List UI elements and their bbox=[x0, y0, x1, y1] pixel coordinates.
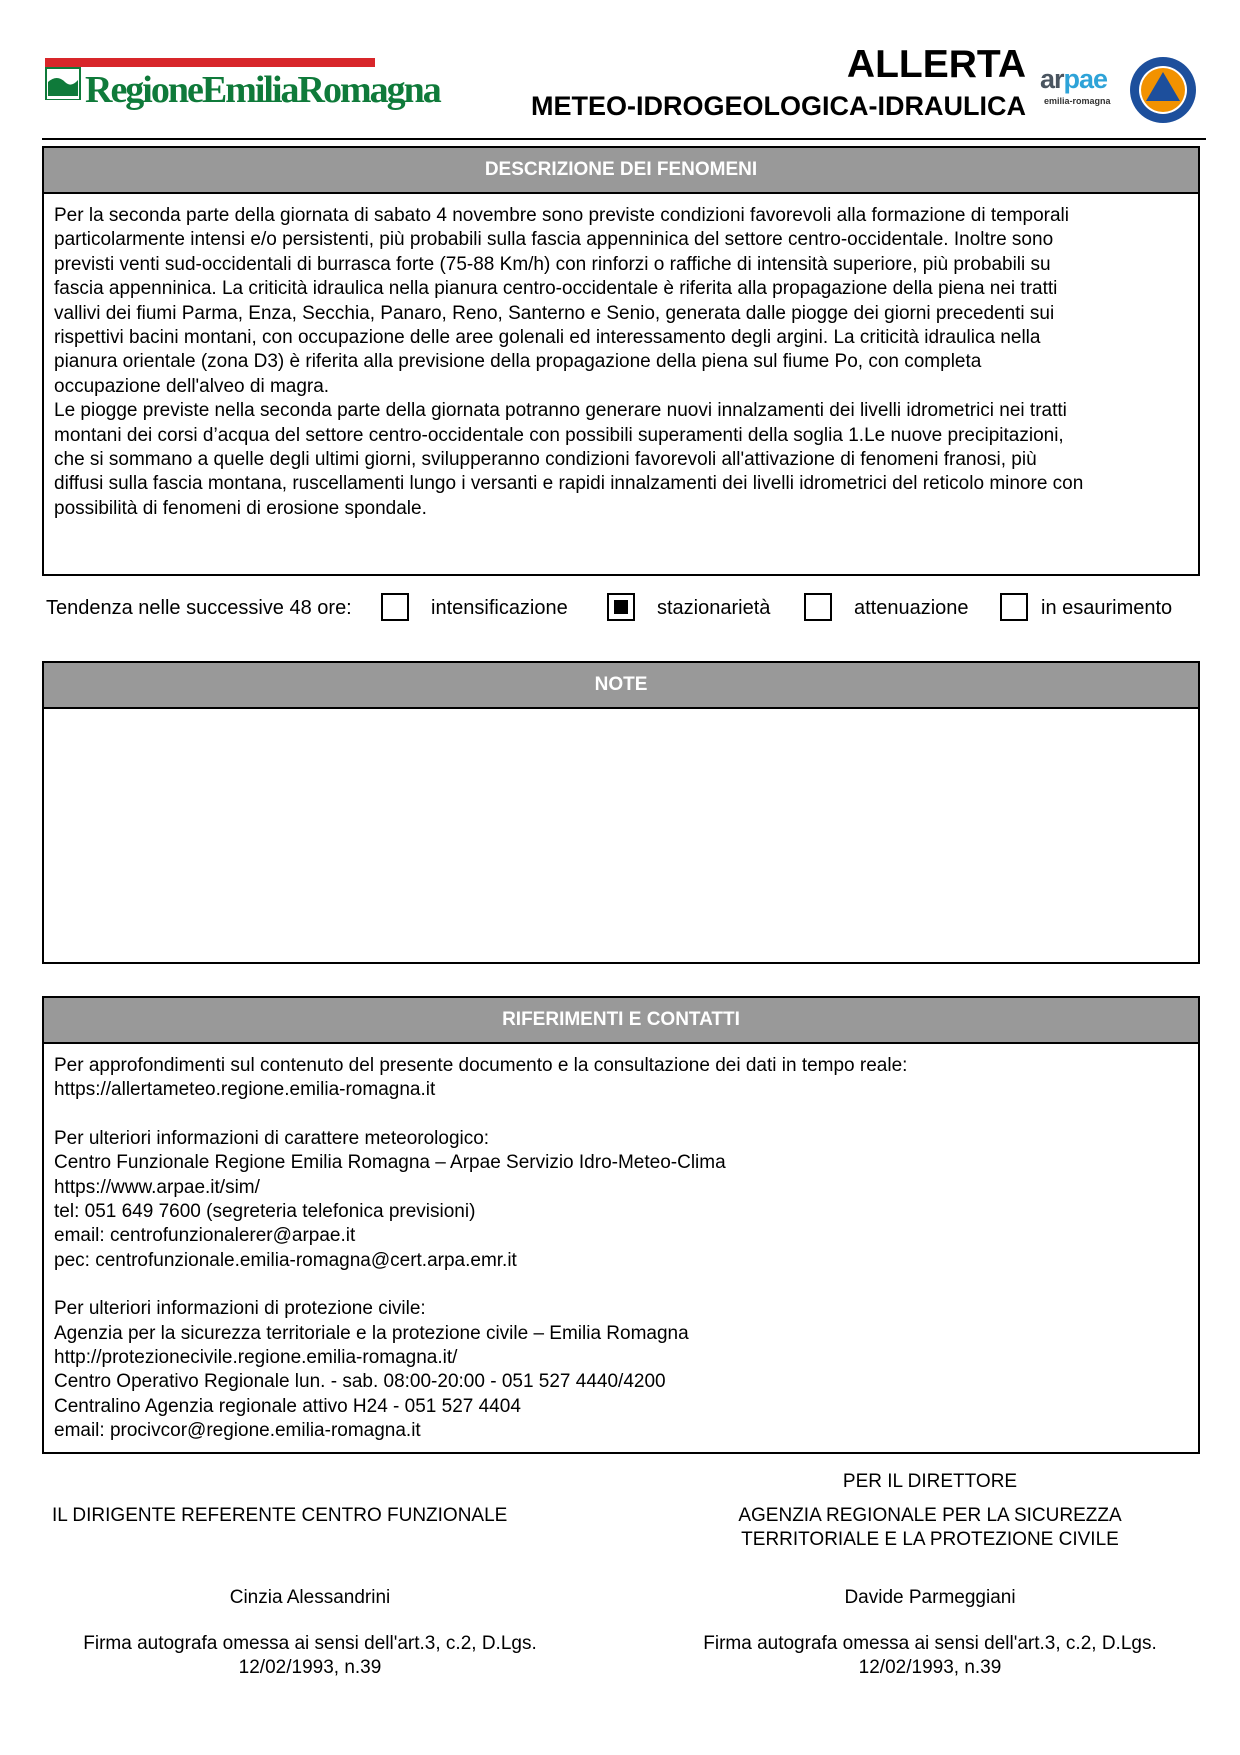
option-label-stazionarieta: stazionarietà bbox=[657, 597, 771, 619]
page-subtitle: METEO-IDROGEOLOGICA-IDRAULICA bbox=[531, 91, 1026, 121]
checkbox-in-esaurimento[interactable] bbox=[1000, 593, 1028, 621]
checkbox-intensificazione[interactable] bbox=[381, 593, 409, 621]
firma-right-name: Davide Parmeggiani bbox=[844, 1587, 1016, 1608]
arpae-word-b: pae bbox=[1063, 64, 1108, 94]
note-heading: NOTE bbox=[44, 663, 1198, 709]
protezione-civile-seal-icon bbox=[1128, 55, 1198, 125]
checkbox-stazionarieta[interactable] bbox=[607, 593, 635, 621]
option-label-intensificazione: intensificazione bbox=[431, 597, 568, 619]
regione-logo-wordmark: RegioneEmiliaRomagna bbox=[85, 69, 440, 111]
riferimenti-block-meteo: Per ulteriori informazioni di carattere meteorologico: Centro Funzionale Regione Emilia Romagna – Arpae Servizio Idro-Meteo-Clima https://www.arpae.it/sim/ tel: 051 649 7600 (segreteria telefonica previsioni) email: centrofunzionalerer@arpae.it pec: centrofunzionale.emilia-romagna@cert.arpa.emr.it bbox=[54, 1127, 726, 1271]
arpae-word-a: ar bbox=[1040, 64, 1064, 94]
note-section bbox=[42, 661, 1200, 964]
header-divider bbox=[42, 138, 1206, 140]
riferimenti-heading: RIFERIMENTI E CONTATTI bbox=[44, 998, 1198, 1044]
option-label-in-esaurimento: in esaurimento bbox=[1041, 597, 1173, 619]
checkbox-attenuazione[interactable] bbox=[804, 593, 832, 621]
descrizione-paragraph-1: Per la seconda parte della giornata di sabato 4 novembre sono previste condizioni favorevoli alla formazione di temporali particolarmente intensi e/o persistenti, più probabili sulla fascia appenninica del settore centro-occidentale. Inoltre sono previsti venti sud-occidentali di burrasca forte (75-88 Km/h) con rinforzi o raffiche di intensità superiore, più probabili su fascia appenninica. La criticità idraulica nella pianura centro-occidentale è riferita alla propagazione della piena nei tratti vallivi dei fiumi Parma, Enza, Secchia, Panaro, Reno, Santerno e Senio, generata dalle piogge dei giorni precedenti sui rispettivi bacini montani, con occupazione delle aree golenali ed interessamento degli argini. La criticità idraulica nella pianura orientale (zona D3) è riferita alla previsione della propagazione della piena sul fiume Po, con completa occupazione dell'alveo di magra. bbox=[54, 205, 1069, 397]
logo-red-bar bbox=[45, 58, 375, 67]
page-title: ALLERTA bbox=[846, 43, 1026, 86]
descrizione-body bbox=[44, 194, 1198, 531]
regione-emilia-romagna-logo bbox=[45, 58, 440, 111]
descrizione-paragraph-2: Le piogge previste nella seconda parte della giornata potranno generare nuovi innalzamenti dei livelli idrometrici nei tratti montani dei corsi d’acqua del settore centro-occidentale con possibili superamenti della soglia 1.Le nuove precipitazioni, che si sommano a quelle degli ultimi giorni, svilupperanno condizioni favorevoli all'attivazione di fenomeni franosi, più diffusi sulla fascia montana, ruscellamenti lungo i versanti e rapidi innalzamenti dei livelli idrometrici del reticolo minore con possibilità di fenomeni di erosione spondale. bbox=[54, 400, 1084, 519]
riferimenti-block-protezione-civile: Per ulteriori informazioni di protezione civile: Agenzia per la sicurezza territoriale e la protezione civile – Emilia Romagna http://protezionecivile.regione.emilia-romagna.it/ Centro Operativo Regionale lun. - sab. 08:00-20:00 - 051 527 4440/4200 Centralino Agenzia regionale attivo H24 - 051 527 4404 email: procivcor@regione.emilia-romagna.it bbox=[54, 1298, 689, 1442]
riferimenti-block-approfondimenti: Per approfondimenti sul contenuto del presente documento e la consultazione dei dati in tempo reale: https://allertameteo.regione.emilia-romagna.it bbox=[54, 1055, 908, 1101]
riferimenti-body bbox=[44, 1044, 1198, 1454]
descrizione-heading: DESCRIZIONE DEI FENOMENI bbox=[44, 148, 1198, 194]
option-label-attenuazione: attenuazione bbox=[854, 597, 969, 619]
descrizione-fenomeni-section bbox=[42, 146, 1200, 576]
riferimenti-contatti-section bbox=[42, 996, 1200, 1454]
arpae-subtitle: emilia-romagna bbox=[1044, 96, 1111, 106]
firma-right-note: Firma autografa omessa ai sensi dell'art.3, c.2, D.Lgs. 12/02/1993, n.39 bbox=[703, 1633, 1157, 1678]
arpae-logo bbox=[1040, 64, 1120, 114]
firma-right-role: AGENZIA REGIONALE PER LA SICUREZZA TERRITORIALE E LA PROTEZIONE CIVILE bbox=[738, 1505, 1122, 1550]
tendenza-label: Tendenza nelle successive 48 ore: bbox=[46, 597, 352, 619]
firma-left-name: Cinzia Alessandrini bbox=[229, 1587, 391, 1608]
firma-left-role: IL DIRIGENTE REFERENTE CENTRO FUNZIONALE bbox=[52, 1505, 508, 1526]
note-body bbox=[44, 709, 1198, 729]
arpae-wordmark bbox=[1040, 64, 1107, 94]
firma-right-prefix: PER IL DIRETTORE bbox=[842, 1471, 1018, 1492]
firma-left-note: Firma autografa omessa ai sensi dell'art.3, c.2, D.Lgs. 12/02/1993, n.39 bbox=[83, 1633, 537, 1678]
regione-emblem-icon bbox=[45, 60, 81, 100]
